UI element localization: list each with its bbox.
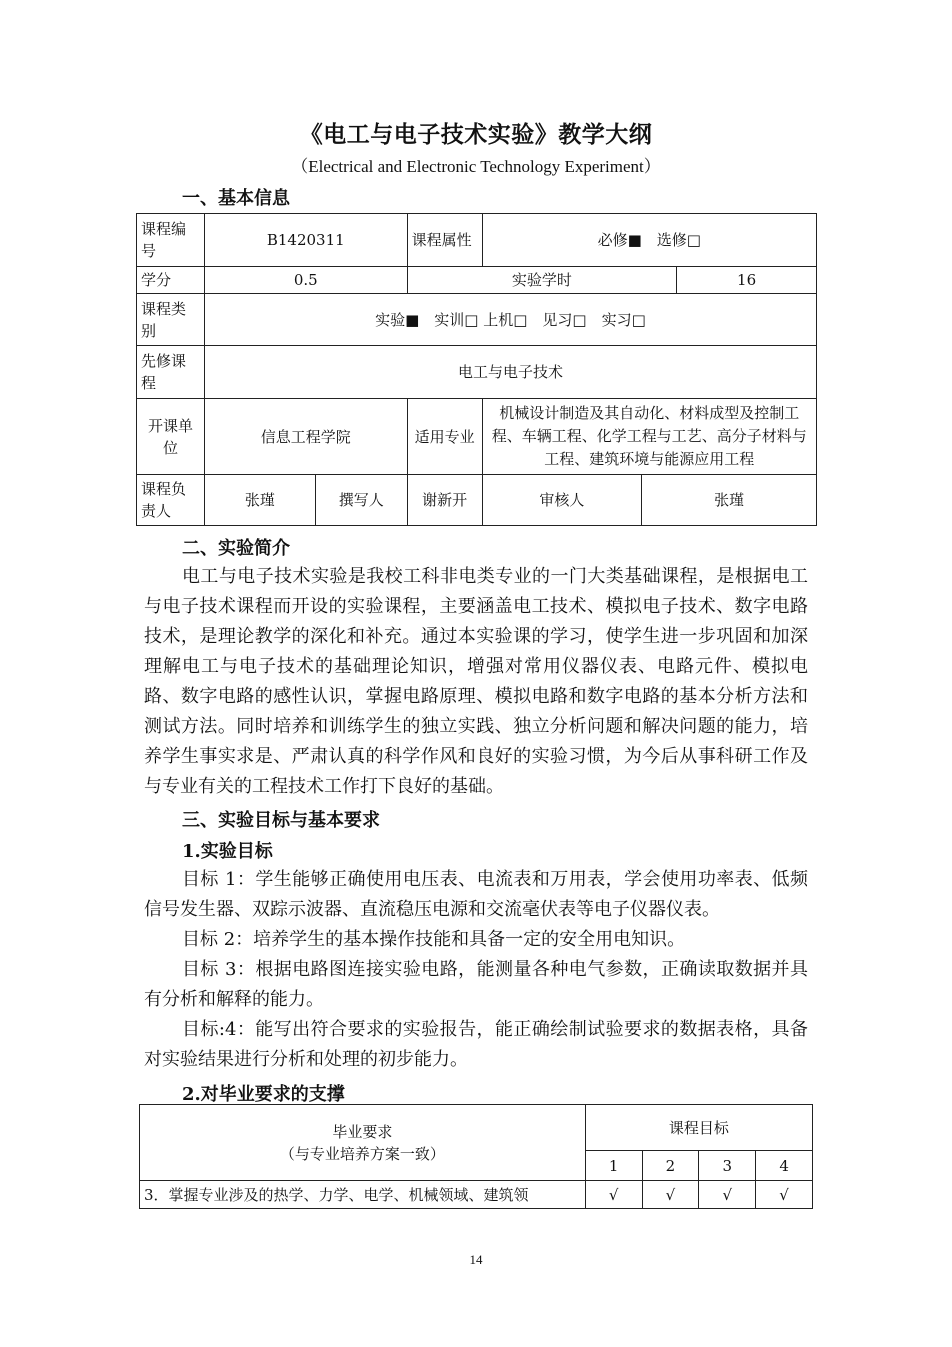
check-mark-3: √	[699, 1181, 756, 1209]
major-value: 机械设计制造及其自动化、材料成型及控制工程、车辆工程、化学工程与工艺、高分子材料与工程、建筑环境与能源应用工程	[482, 399, 816, 475]
course-attr-label: 课程属性	[407, 214, 482, 267]
subheading-goals: 1.实验目标	[182, 841, 273, 862]
check-mark-4: √	[756, 1181, 813, 1209]
dept-label: 开课单位	[137, 399, 205, 475]
requirement-header-line2: （与专业培养方案一致）	[279, 1144, 445, 1163]
goal-col-3: 3	[699, 1151, 756, 1181]
prereq-label: 先修课程	[137, 346, 205, 399]
reviewer-label: 审核人	[482, 475, 642, 526]
goal-col-2: 2	[642, 1151, 699, 1181]
course-attr-value: 必修■ 选修□	[482, 214, 816, 267]
course-goal-header: 课程目标	[585, 1105, 812, 1151]
category-value: 实验■ 实训□ 上机□ 见习□ 实习□	[204, 294, 816, 346]
subheading-support: 2.对毕业要求的支撑	[182, 1084, 345, 1105]
requirement-header-line1: 毕业要求	[332, 1122, 393, 1141]
goal-col-4: 4	[756, 1151, 813, 1181]
document-subtitle: （Electrical and Electronic Technology Experiment）	[291, 157, 661, 176]
credit-value: 0.5	[204, 267, 407, 294]
category-label: 课程类别	[137, 294, 205, 346]
goal-2: 目标 2：培养学生的基本操作技能和具备一定的安全用电知识。	[182, 929, 686, 950]
intro-text: 电工与电子技术实验是我校工科非电类专业的一门大类基础课程，是根据电工与电子技术课程而开设的实验课程，主要涵盖电工技术、模拟电子技术、数字电路技术，是理论教学的深化和补充。通过本实验课的学习，使学生进一步巩固和加深理解电工与电子技术的基础理论知识，增强对常用仪器仪表、电路元件、模拟电路、数字电路的感性认识，掌握电路原理、模拟电路和数字电路的基本分析方法和测试方法。同时培养和训练学生的独立实践、独立分析问题和解决问题的能力，培养学生事实求是、严肃认真的科学作风和良好的实验习惯，为今后从事科研工作及与专业有关的工程技术工作打下良好的基础。	[144, 566, 808, 797]
support-table	[139, 1104, 813, 1209]
section-heading-intro: 二、实验简介	[182, 538, 290, 559]
owner-label: 课程负责人	[137, 475, 205, 526]
goal-3: 目标 3：根据电路图连接实验电路，能测量各种电气参数，正确读取数据并具有分析和解释的能力。	[144, 959, 808, 1010]
goals-block	[144, 865, 808, 1075]
writer-value: 谢新开	[407, 475, 482, 526]
goal-col-1: 1	[585, 1151, 642, 1181]
requirement-row-text: 3．掌握专业涉及的热学、力学、电学、机械领域、建筑领	[140, 1181, 586, 1209]
course-code-value: B1420311	[204, 214, 407, 267]
goal-1: 目标 1：学生能够正确使用电压表、电流表和万用表，学会使用功率表、低频信号发生器、双踪示波器、直流稳压电源和交流毫伏表等电子仪器仪表。	[144, 869, 808, 920]
dept-value: 信息工程学院	[204, 399, 407, 475]
section-heading-basic-info: 一、基本信息	[182, 188, 290, 209]
writer-label: 撰写人	[315, 475, 407, 526]
check-mark-1: √	[585, 1181, 642, 1209]
section-heading-goals: 三、实验目标与基本要求	[182, 810, 380, 831]
basic-info-table	[136, 213, 817, 526]
owner-value: 张瑾	[204, 475, 315, 526]
intro-paragraph	[144, 562, 808, 802]
check-mark-2: √	[642, 1181, 699, 1209]
hours-label: 实验学时	[407, 267, 677, 294]
goal-4: 目标:4：能写出符合要求的实验报告，能正确绘制试验要求的数据表格，具备对实验结果进行分析和处理的初步能力。	[144, 1019, 808, 1070]
course-code-label: 课程编号	[137, 214, 205, 267]
requirement-header	[140, 1105, 586, 1181]
major-label: 适用专业	[407, 399, 482, 475]
document-title: 《电工与电子技术实验》教学大纲	[299, 121, 653, 148]
credit-label: 学分	[137, 267, 205, 294]
hours-value: 16	[677, 267, 817, 294]
reviewer-value: 张瑾	[642, 475, 817, 526]
prereq-value: 电工与电子技术	[204, 346, 816, 399]
page-number: 14	[469, 1252, 483, 1267]
